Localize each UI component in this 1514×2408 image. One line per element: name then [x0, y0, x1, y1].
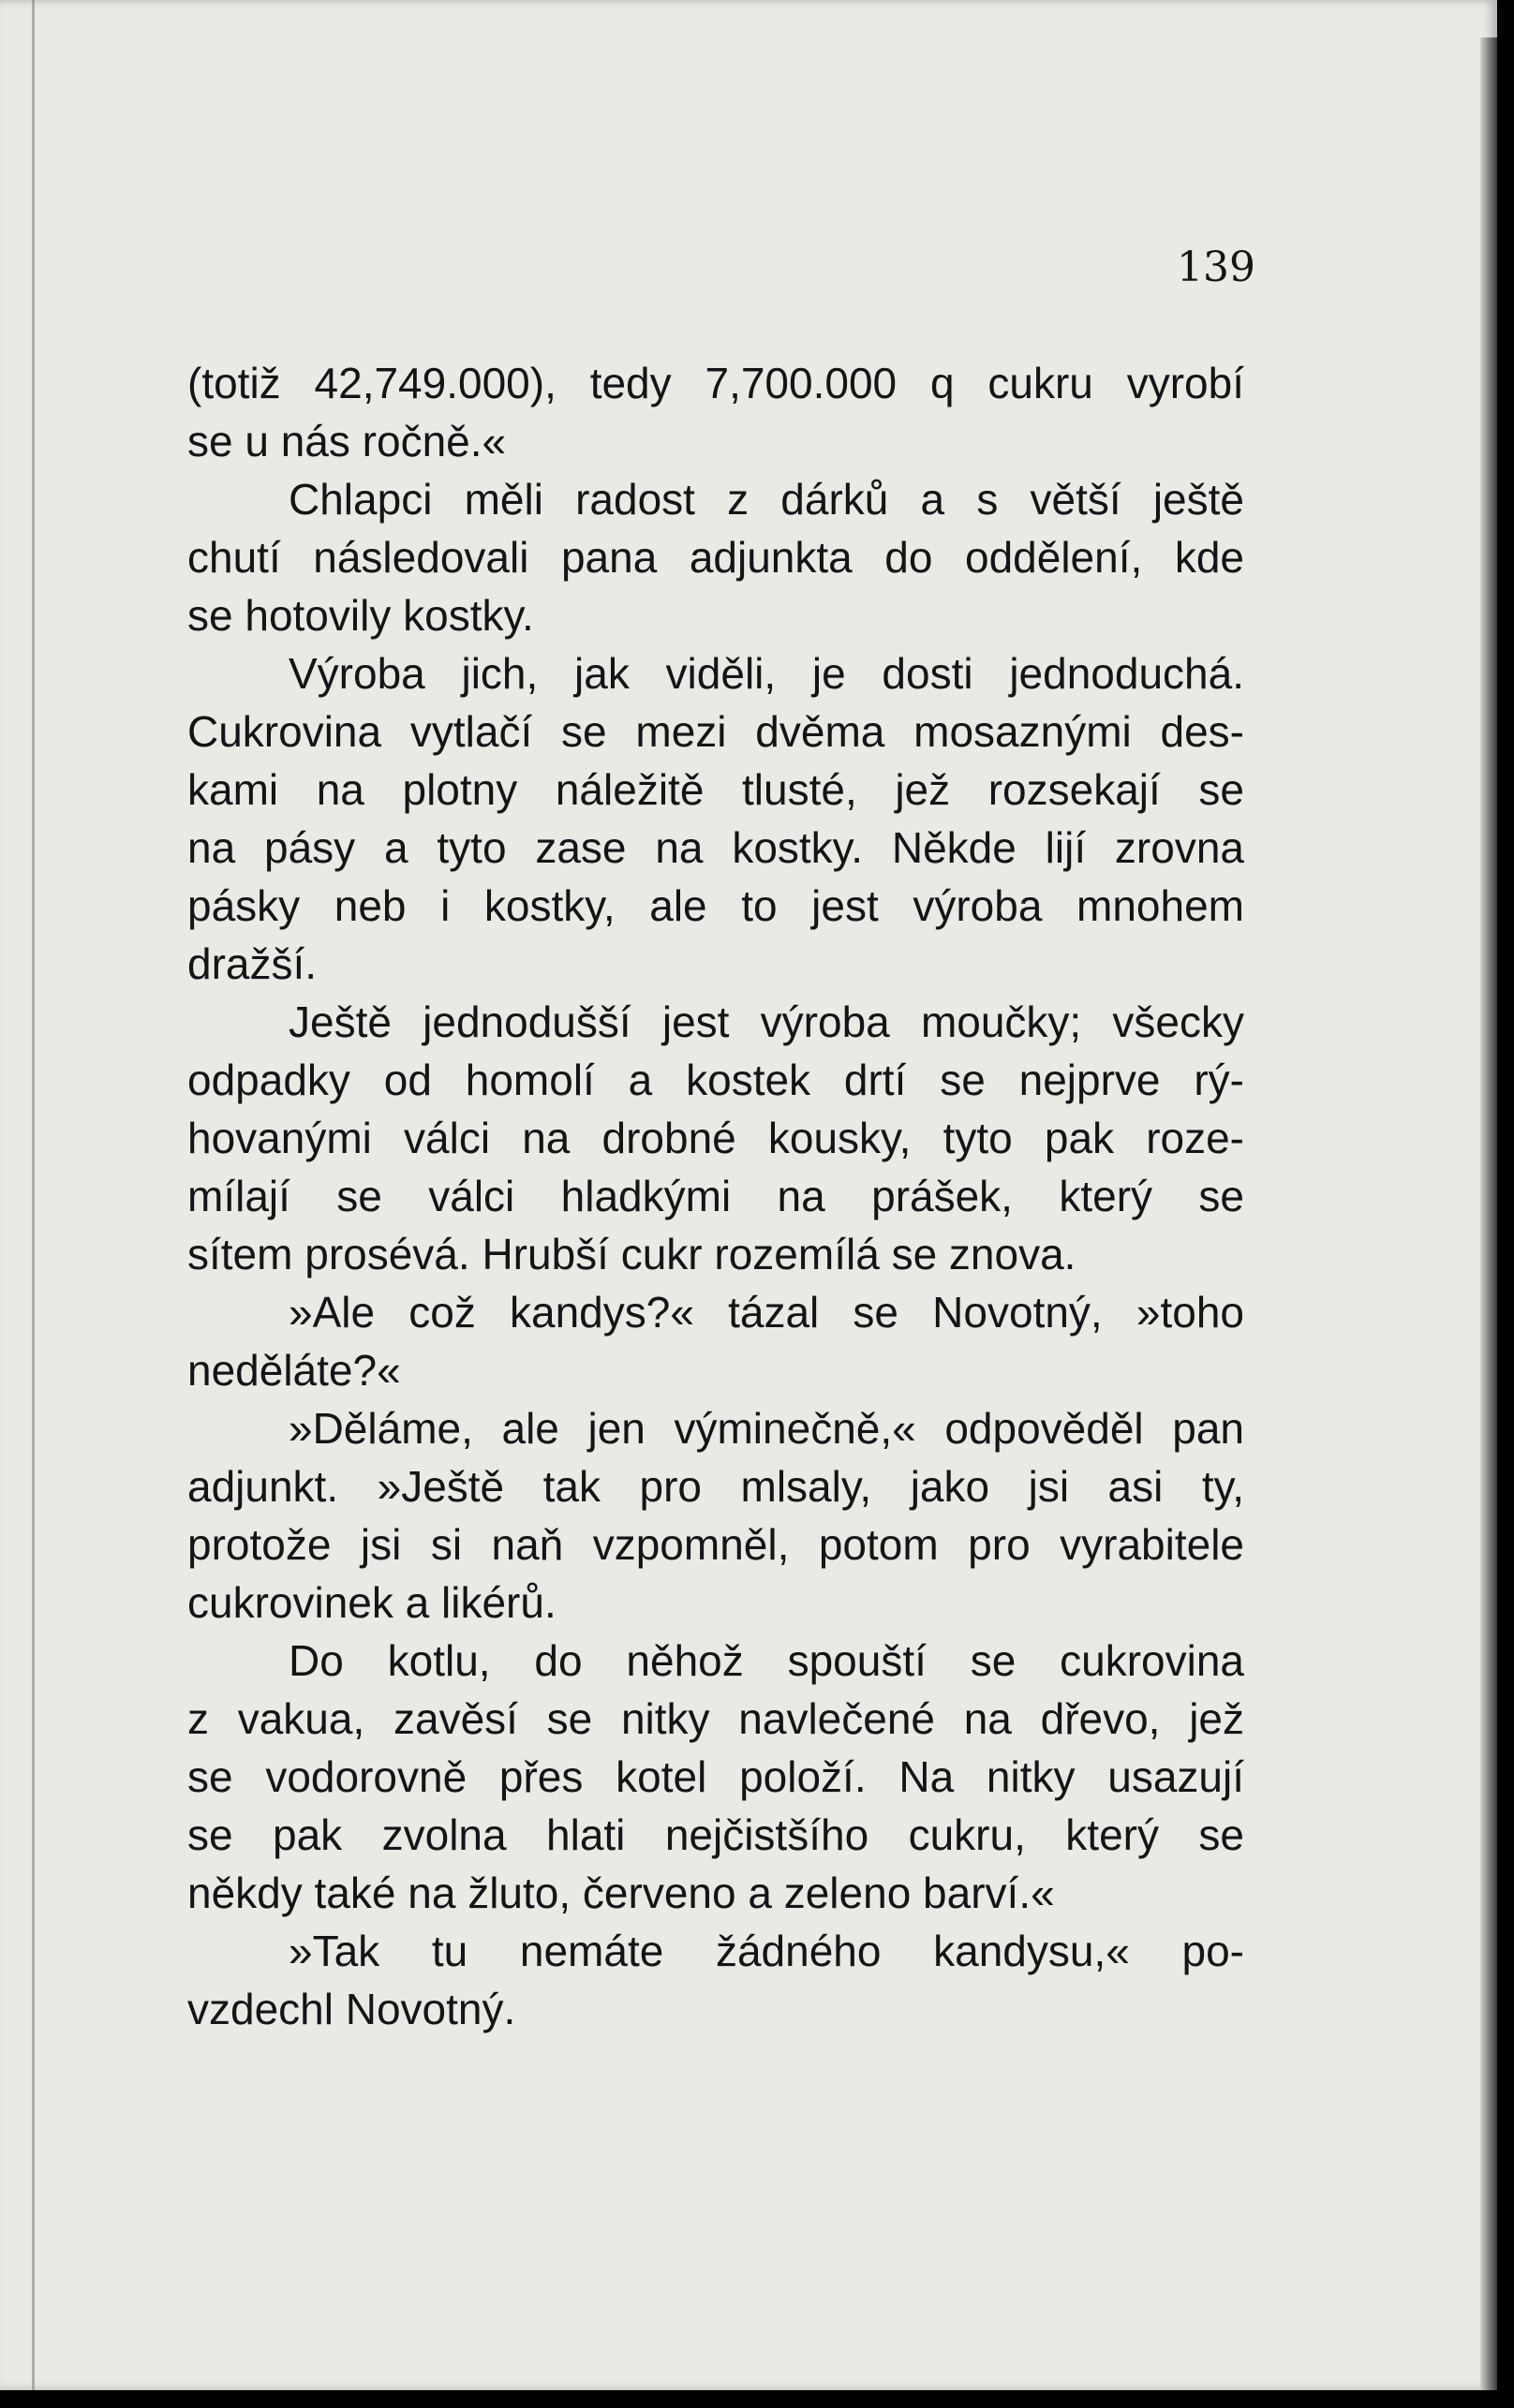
text-line: (totiž 42,749.000), tedy 7,700.000 q cukru vyrobí	[187, 359, 1244, 407]
body-text	[187, 354, 1244, 2038]
text-line: Výroba jich, jak viděli, je dosti jednoduchá.	[289, 649, 1244, 698]
text-line: mílají se válci hladkými na prášek, který se	[187, 1172, 1244, 1220]
text-line: se vodorovně přes kotel položí. Na nitky usazují	[187, 1752, 1244, 1801]
text-line: chutí následovali pana adjunkta do oddělení, kde	[187, 533, 1244, 582]
text-line: vzdechl Novotný.	[187, 1985, 516, 2033]
text-line: z vakua, zavěsí se nitky navlečené na dřevo, jež	[187, 1694, 1244, 1743]
text-line: sítem prosévá. Hrubší cukr rozemílá se znova.	[187, 1230, 1076, 1278]
text-line: cukrovinek a likérů.	[187, 1578, 557, 1627]
text-line: Do kotlu, do něhož spouští se cukrovina	[289, 1636, 1244, 1685]
text-line: Chlapci měli radost z dárků a s větší ještě	[289, 475, 1244, 524]
text-line: neděláte?«	[187, 1346, 401, 1395]
text-line: hovanými válci na drobné kousky, tyto pak roze-	[187, 1114, 1244, 1162]
text-line: někdy také na žluto, červeno a zeleno barví.«	[187, 1869, 1055, 1917]
page-number: 139	[1177, 244, 1255, 291]
text-line: se pak zvolna hlati nejčistšího cukru, který se	[187, 1810, 1244, 1859]
text-line: se hotovily kostky.	[187, 591, 534, 640]
text-line: na pásy a tyto zase na kostky. Někde lijí zrovna	[187, 823, 1244, 872]
text-line: »Ale což kandys?« tázal se Novotný, »toho	[289, 1288, 1244, 1337]
text-line: pásky neb i kostky, ale to jest výroba mnohem	[187, 881, 1244, 930]
text-line: Cukrovina vytlačí se mezi dvěma mosaznými des-	[187, 707, 1244, 756]
text-line: kami na plotny náležitě tlusté, jež rozsekají se	[187, 765, 1244, 814]
text-line: »Děláme, ale jen výminečně,« odpověděl pan	[289, 1404, 1244, 1453]
text-line: protože jsi si naň vzpomněl, potom pro vyrabitele	[187, 1520, 1244, 1569]
text-line: se u nás ročně.«	[187, 417, 507, 465]
text-line: »Tak tu nemáte žádného kandysu,« po-	[289, 1927, 1244, 1975]
text-line: dražší.	[187, 939, 318, 988]
text-line: odpadky od homolí a kostek drtí se nejprve rý-	[187, 1056, 1244, 1104]
page-binding-edge	[32, 0, 35, 2390]
page-right-edge	[1480, 37, 1497, 2390]
text-line: Ještě jednodušší jest výroba moučky; všecky	[289, 997, 1244, 1046]
text-line: adjunkt. »Ještě tak pro mlsaly, jako jsi asi ty,	[187, 1462, 1244, 1511]
